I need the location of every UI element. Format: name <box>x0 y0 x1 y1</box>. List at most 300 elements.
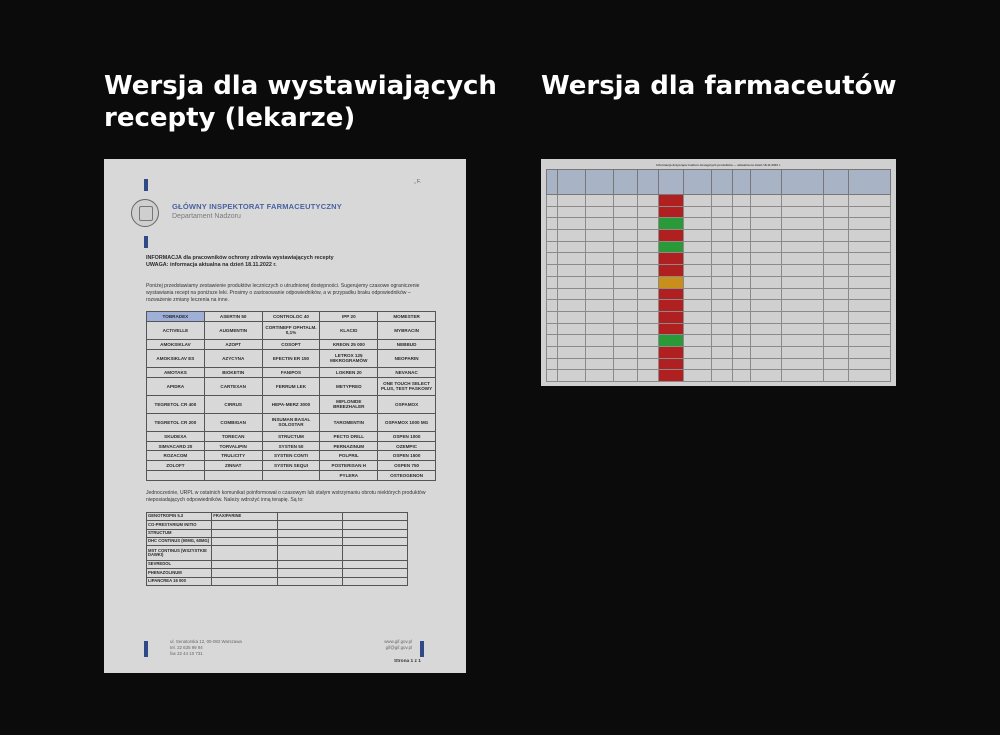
sheet-cell <box>750 335 782 347</box>
drug-cell: EFECTIN ER 150 <box>262 349 320 367</box>
sheet-cell <box>824 335 849 347</box>
sheet-cell <box>547 335 558 347</box>
sheet-cell <box>557 218 585 230</box>
footer-fax: fax 22 44 10 731 <box>170 651 203 656</box>
withdrawn-drug-cell: LIPANCREA 16 000 <box>147 577 212 585</box>
sheet-cell <box>557 288 585 300</box>
sheet-cell <box>585 335 613 347</box>
table-row <box>547 195 891 207</box>
sheet-cell <box>732 311 750 323</box>
sheet-cell <box>585 370 613 382</box>
sheet-cell <box>848 346 890 358</box>
drug-cell: MOMESTER <box>378 312 436 322</box>
withdrawn-drug-cell <box>212 546 277 561</box>
sheet-cell <box>613 195 638 207</box>
sheet-cell <box>848 288 890 300</box>
table-row <box>147 569 408 577</box>
sheet-cell <box>732 218 750 230</box>
sheet-cell <box>824 253 849 265</box>
sheet-cell <box>585 253 613 265</box>
withdrawn-drug-cell <box>342 569 407 577</box>
sheet-cell <box>824 370 849 382</box>
table-row <box>147 537 408 545</box>
org-name: GŁÓWNY INSPEKTORAT FARMACEUTYCZNY <box>172 202 342 211</box>
sheet-cell <box>557 300 585 312</box>
footer-page-number: Strona 1 z 1 <box>394 659 421 664</box>
drug-shortage-table <box>146 311 436 481</box>
sheet-cell <box>547 276 558 288</box>
sheet-cell <box>683 265 711 277</box>
sheet-cell <box>782 370 824 382</box>
sheet-cell <box>732 288 750 300</box>
table-row <box>147 431 436 441</box>
status-cell <box>659 206 684 218</box>
table-row <box>547 335 891 347</box>
drug-cell: CORTINEFF OPHTALM. 0,1% <box>262 321 320 339</box>
withdrawn-paragraph: Jednocześnie, URPL w ostatnich komunikat poinformował o czasowym lub stałym wstrzymaniu obrotu niektórych produktów nieposiadających odpowiedników. Należy wdrożyć inną terapię. Są to: <box>146 490 426 503</box>
withdrawn-drug-cell: FRAXIPARINE <box>212 513 277 521</box>
sheet-cell <box>732 358 750 370</box>
drug-cell: ROZACOM <box>147 451 205 461</box>
sheet-cell <box>732 265 750 277</box>
sheet-cell <box>683 300 711 312</box>
sheet-cell <box>750 346 782 358</box>
drug-cell: AMOKSIKLAV ES <box>147 349 205 367</box>
sheet-cell <box>638 253 659 265</box>
drug-cell: OSPEN 750 <box>378 461 436 471</box>
drug-cell: OSPEN 1500 <box>378 451 436 461</box>
sheet-cell <box>613 323 638 335</box>
sheet-cell <box>585 300 613 312</box>
sheet-cell <box>711 206 732 218</box>
withdrawn-drug-cell <box>277 529 342 537</box>
sheet-cell <box>782 276 824 288</box>
sheet-cell <box>824 311 849 323</box>
sheet-header-cell <box>848 170 890 195</box>
withdrawn-drug-cell <box>212 529 277 537</box>
sheet-cell <box>750 370 782 382</box>
sheet-cell <box>585 346 613 358</box>
drug-cell: LETROX 125 MIKROGRAMÓW <box>320 349 378 367</box>
withdrawn-drug-cell <box>342 529 407 537</box>
sheet-cell <box>557 346 585 358</box>
sheet-cell <box>547 218 558 230</box>
sheet-cell <box>711 370 732 382</box>
table-row <box>147 321 436 339</box>
sheet-cell <box>585 276 613 288</box>
table-row <box>147 367 436 377</box>
status-cell <box>659 265 684 277</box>
sheet-cell <box>547 370 558 382</box>
sheet-cell <box>782 300 824 312</box>
table-row <box>147 413 436 431</box>
drug-cell: NEBBUD <box>378 339 436 349</box>
sheet-header-cell <box>711 170 732 195</box>
sheet-cell <box>711 195 732 207</box>
drug-cell: ASERTIN 50 <box>204 312 262 322</box>
withdrawn-drug-cell <box>212 577 277 585</box>
sheet-cell <box>782 241 824 253</box>
sheet-cell <box>711 276 732 288</box>
sheet-cell <box>711 253 732 265</box>
sheet-cell <box>750 195 782 207</box>
sheet-cell <box>732 335 750 347</box>
sheet-header-cell <box>732 170 750 195</box>
withdrawn-drug-cell <box>277 561 342 569</box>
table-row <box>147 561 408 569</box>
drug-cell: AMOKSIKLAV <box>147 339 205 349</box>
drug-cell: SYSTEN CONTI <box>262 451 320 461</box>
sheet-cell <box>547 323 558 335</box>
sheet-cell <box>732 323 750 335</box>
sheet-cell <box>613 288 638 300</box>
sheet-cell <box>547 300 558 312</box>
drug-cell: SKUDEXA <box>147 431 205 441</box>
drug-cell: TOBRADEX <box>147 312 205 322</box>
sheet-cell <box>547 265 558 277</box>
sheet-cell <box>711 218 732 230</box>
drug-cell: NEVANAC <box>378 367 436 377</box>
sheet-cell <box>557 230 585 242</box>
sheet-cell <box>750 288 782 300</box>
footer-phone: tel. 22 635 99 94 <box>170 645 203 650</box>
sheet-cell <box>683 358 711 370</box>
table-row <box>147 312 436 322</box>
sheet-cell <box>848 276 890 288</box>
intro-paragraph: Poniżej przedstawiamy zestawienie produktów leczniczych o utrudnionej dostępności. Sugerujemy czasowe ograniczenie wystawiania recept na poniższe leki. Prosimy o zastosowanie odpowiedników, a w przypadku braku odpowiedników – rozważenie zmiany leczenia na inne. <box>146 283 420 303</box>
status-cell <box>659 311 684 323</box>
sheet-cell <box>585 218 613 230</box>
sheet-cell <box>750 218 782 230</box>
sheet-cell <box>824 195 849 207</box>
sheet-cell <box>824 288 849 300</box>
sheet-cell <box>547 311 558 323</box>
drug-cell: BIOKETIN <box>204 367 262 377</box>
footer-email: gif@gif.gov.pl <box>385 645 412 650</box>
sheet-cell <box>557 241 585 253</box>
prescriber-document[interactable] <box>104 159 466 673</box>
drug-cell: MIFLONIDE BREEZHALER <box>320 395 378 413</box>
table-row <box>547 230 891 242</box>
table-row <box>147 377 436 395</box>
sheet-cell <box>711 311 732 323</box>
drug-cell: TAROMENTIN <box>320 413 378 431</box>
sheet-cell <box>824 323 849 335</box>
sheet-cell <box>848 335 890 347</box>
drug-cell: TORVALIPIN <box>204 441 262 451</box>
withdrawn-drug-cell: GENOTROPIN 5.3 <box>147 513 212 521</box>
drug-cell: PECTO DRILL <box>320 431 378 441</box>
gif-emblem-icon <box>131 199 159 227</box>
withdrawn-drug-cell <box>277 513 342 521</box>
sheet-cell <box>683 230 711 242</box>
table-row <box>147 441 436 451</box>
status-cell <box>659 241 684 253</box>
table-row <box>547 218 891 230</box>
footer-web <box>362 639 412 651</box>
table-row <box>547 323 891 335</box>
page-mark: „ F. <box>414 179 421 185</box>
status-cell <box>659 276 684 288</box>
sheet-cell <box>782 288 824 300</box>
withdrawn-drug-cell: DHC CONTINUS (90MG, 60MG) <box>147 537 212 545</box>
doc-footer-bar-right <box>420 641 424 657</box>
sheet-cell <box>750 206 782 218</box>
withdrawn-drug-cell <box>342 561 407 569</box>
drug-cell: COSOPT <box>262 339 320 349</box>
drug-cell: MYBRACIN <box>378 321 436 339</box>
drug-cell: AUGMENTIN <box>204 321 262 339</box>
sheet-cell <box>848 300 890 312</box>
drug-cell: OSPAMOX 1000 MG <box>378 413 436 431</box>
table-row <box>547 253 891 265</box>
sheet-cell <box>557 323 585 335</box>
sheet-cell <box>613 276 638 288</box>
sheet-cell <box>557 206 585 218</box>
sheet-cell <box>557 335 585 347</box>
drug-cell: NEOPARIN <box>378 349 436 367</box>
sheet-cell <box>638 206 659 218</box>
table-row <box>147 471 436 481</box>
drug-cell: KREON 25 000 <box>320 339 378 349</box>
sheet-cell <box>638 288 659 300</box>
sheet-cell <box>732 230 750 242</box>
sheet-cell <box>638 311 659 323</box>
sheet-cell <box>638 218 659 230</box>
sheet-cell <box>638 358 659 370</box>
drug-cell: FANIPOS <box>262 367 320 377</box>
table-row <box>547 311 891 323</box>
sheet-cell <box>750 311 782 323</box>
sheet-cell <box>547 206 558 218</box>
sheet-cell <box>711 300 732 312</box>
drug-cell: PYLERA <box>320 471 378 481</box>
status-cell <box>659 300 684 312</box>
sheet-cell <box>557 253 585 265</box>
sheet-cell <box>557 265 585 277</box>
sheet-cell <box>750 253 782 265</box>
table-row <box>547 276 891 288</box>
withdrawn-drug-cell <box>277 537 342 545</box>
drug-cell: TORECAN <box>204 431 262 441</box>
sheet-cell <box>613 300 638 312</box>
withdrawn-drug-cell <box>212 537 277 545</box>
status-cell <box>659 218 684 230</box>
drug-cell: CARTEXAN <box>204 377 262 395</box>
drug-cell: ZINNAT <box>204 461 262 471</box>
sheet-cell <box>848 323 890 335</box>
drug-cell: LOKREN 20 <box>320 367 378 377</box>
sheet-cell <box>613 358 638 370</box>
drug-cell: COMBIGAN <box>204 413 262 431</box>
sheet-cell <box>613 311 638 323</box>
sheet-cell <box>683 288 711 300</box>
drug-cell: OSPAMOX <box>378 395 436 413</box>
sheet-header-cell <box>750 170 782 195</box>
table-row <box>547 288 891 300</box>
sheet-cell <box>750 300 782 312</box>
withdrawn-drug-cell <box>277 546 342 561</box>
footer-address <box>170 639 280 657</box>
sheet-cell <box>824 346 849 358</box>
sheet-cell <box>824 241 849 253</box>
sheet-cell <box>824 218 849 230</box>
sheet-cell <box>557 358 585 370</box>
withdrawn-drug-cell <box>342 521 407 529</box>
sheet-header-cell <box>824 170 849 195</box>
drug-cell: PERNAZINUM <box>320 441 378 451</box>
sheet-cell <box>585 358 613 370</box>
drug-cell: AZYCYNA <box>204 349 262 367</box>
sheet-cell <box>711 230 732 242</box>
table-row <box>147 513 408 521</box>
sheet-header-cell <box>638 170 659 195</box>
sheet-cell <box>585 265 613 277</box>
drug-cell: POLPRIL <box>320 451 378 461</box>
drug-cell: ONE TOUCH SELECT PLUS, TEST PASKOWY <box>378 377 436 395</box>
drug-cell: METYPRED <box>320 377 378 395</box>
sheet-cell <box>750 230 782 242</box>
info-heading <box>146 255 436 269</box>
sheet-cell <box>613 265 638 277</box>
sheet-cell <box>613 241 638 253</box>
drug-cell: STRUCTUM <box>262 431 320 441</box>
withdrawn-drugs-table <box>146 512 408 586</box>
sheet-cell <box>613 230 638 242</box>
table-row <box>147 546 408 561</box>
drug-cell <box>147 471 205 481</box>
sheet-cell <box>585 206 613 218</box>
drug-cell: TEGRETOL CR 200 <box>147 413 205 431</box>
status-cell <box>659 288 684 300</box>
drug-cell: SYSTEN 50 <box>262 441 320 451</box>
sheet-cell <box>613 346 638 358</box>
drug-cell: SIMVACARD 20 <box>147 441 205 451</box>
drug-cell: CIRRUS <box>204 395 262 413</box>
table-row <box>547 370 891 382</box>
sheet-cell <box>711 323 732 335</box>
sheet-cell <box>683 323 711 335</box>
withdrawn-drug-cell <box>212 561 277 569</box>
withdrawn-drug-cell: CO-PRESTARIUM INITIO <box>147 521 212 529</box>
table-row <box>547 358 891 370</box>
sheet-cell <box>750 323 782 335</box>
sheet-cell <box>547 195 558 207</box>
status-cell <box>659 323 684 335</box>
drug-cell: AZOPT <box>204 339 262 349</box>
sheet-header-cell <box>557 170 585 195</box>
sheet-cell <box>638 335 659 347</box>
status-cell <box>659 195 684 207</box>
sheet-cell <box>547 288 558 300</box>
sheet-cell <box>732 195 750 207</box>
sheet-header-cell <box>683 170 711 195</box>
status-cell <box>659 358 684 370</box>
sheet-cell <box>638 230 659 242</box>
withdrawn-drug-cell: MST CONTINUS (WSZYSTKIE DAWKI) <box>147 546 212 561</box>
info-line-1: INFORMACJA dla pracowników ochrony zdrowia wystawiających recepty <box>146 255 334 261</box>
drug-cell <box>262 471 320 481</box>
sheet-cell <box>848 358 890 370</box>
sheet-cell <box>557 311 585 323</box>
sheet-cell <box>732 370 750 382</box>
sheet-cell <box>638 195 659 207</box>
withdrawn-drug-cell <box>342 577 407 585</box>
sheet-cell <box>638 276 659 288</box>
sheet-cell <box>683 346 711 358</box>
sheet-cell <box>848 370 890 382</box>
sheet-header-cell <box>547 170 558 195</box>
sheet-header-cell <box>585 170 613 195</box>
table-row <box>147 461 436 471</box>
sheet-header-cell <box>782 170 824 195</box>
sheet-cell <box>547 241 558 253</box>
table-row <box>147 395 436 413</box>
sheet-cell <box>848 195 890 207</box>
sheet-cell <box>732 300 750 312</box>
sheet-cell <box>585 311 613 323</box>
sheet-cell <box>638 265 659 277</box>
sheet-cell <box>638 323 659 335</box>
info-line-2: UWAGA: informacja aktualna na dzień 18.11.2022 r. <box>146 262 277 268</box>
drug-cell: SYSTEN SEQUI <box>262 461 320 471</box>
sheet-cell <box>782 335 824 347</box>
withdrawn-drug-cell <box>277 521 342 529</box>
sheet-cell <box>711 288 732 300</box>
sheet-cell <box>683 335 711 347</box>
sheet-cell <box>782 265 824 277</box>
sheet-cell <box>711 358 732 370</box>
sheet-cell <box>711 346 732 358</box>
heading-pharmacists: Wersja dla farmaceutów <box>541 71 897 101</box>
table-row <box>547 300 891 312</box>
sheet-cell <box>750 241 782 253</box>
table-row <box>147 451 436 461</box>
drug-cell: CONTROLOC 40 <box>262 312 320 322</box>
sheet-cell <box>711 241 732 253</box>
withdrawn-drug-cell <box>212 569 277 577</box>
sheet-cell <box>732 253 750 265</box>
doc-top-bar <box>144 179 148 191</box>
sheet-cell <box>613 370 638 382</box>
withdrawn-drug-cell: PHENAZOLINUM <box>147 569 212 577</box>
sheet-cell <box>782 230 824 242</box>
table-row <box>547 346 891 358</box>
table-row <box>147 577 408 585</box>
sheet-cell <box>638 241 659 253</box>
sheet-cell <box>613 335 638 347</box>
pharmacist-spreadsheet[interactable] <box>541 159 896 386</box>
sheet-cell <box>683 370 711 382</box>
table-row <box>147 521 408 529</box>
sheet-cell <box>750 358 782 370</box>
drug-cell: APIDRA <box>147 377 205 395</box>
drug-cell: ZOLOFT <box>147 461 205 471</box>
sheet-cell <box>547 230 558 242</box>
sheet-cell <box>638 370 659 382</box>
sheet-cell <box>782 218 824 230</box>
sheet-cell <box>782 206 824 218</box>
sheet-cell <box>683 206 711 218</box>
table-row <box>547 241 891 253</box>
drug-cell: TRULICITY <box>204 451 262 461</box>
sheet-cell <box>782 195 824 207</box>
table-row <box>547 265 891 277</box>
sheet-cell <box>547 346 558 358</box>
heading-prescribers: Wersja dla wystawiających recepty (lekarze) <box>104 71 497 133</box>
sheet-cell <box>557 370 585 382</box>
sheet-cell <box>848 218 890 230</box>
